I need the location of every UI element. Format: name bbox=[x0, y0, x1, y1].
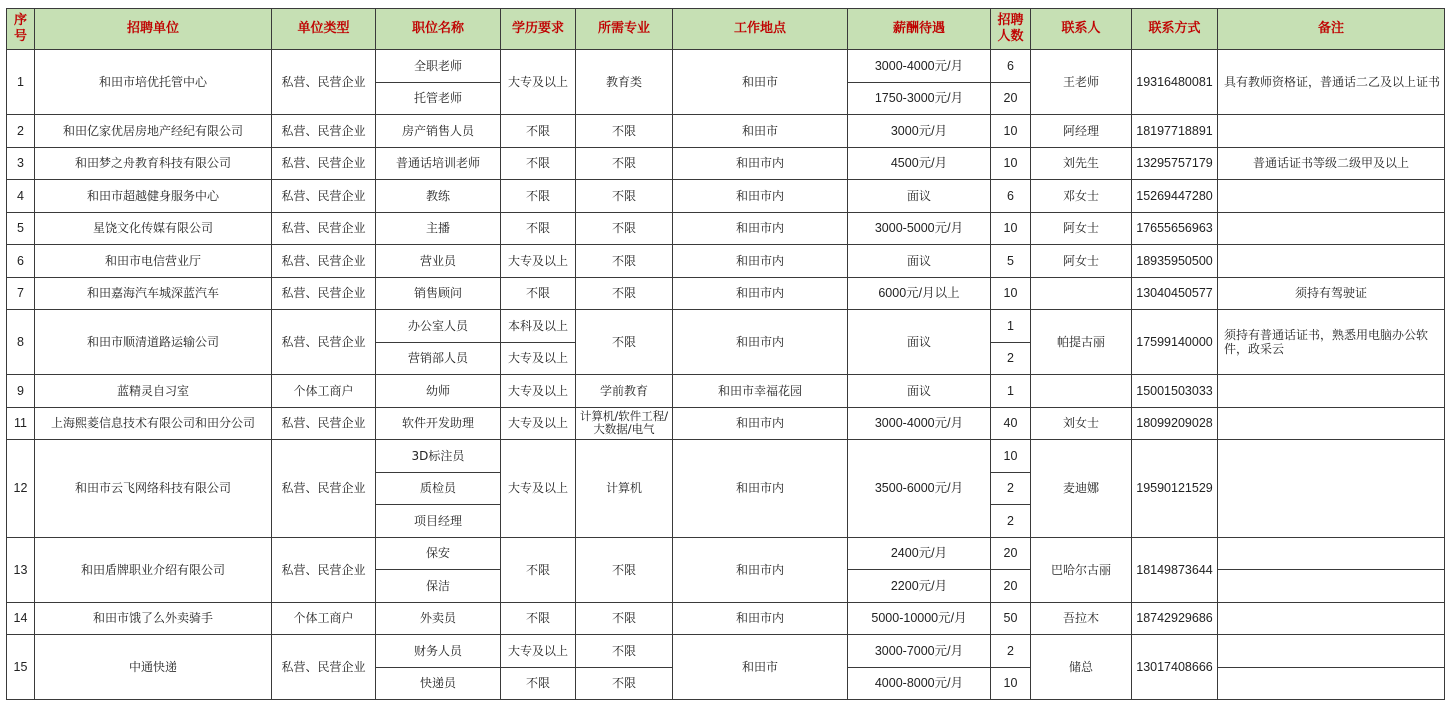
contact-person: 麦迪娜 bbox=[1031, 440, 1132, 538]
row-number: 8 bbox=[7, 310, 35, 375]
unit-name: 和田市电信营业厅 bbox=[35, 245, 272, 278]
contact-person: 刘先生 bbox=[1031, 147, 1132, 180]
location: 和田市内 bbox=[673, 537, 848, 602]
unit-name: 和田嘉海汽车城深蓝汽车 bbox=[35, 277, 272, 310]
major: 不限 bbox=[576, 602, 673, 635]
table-row bbox=[7, 440, 1445, 473]
note bbox=[1218, 440, 1445, 538]
note: 具有教师资格证，普通话二乙及以上证书 bbox=[1218, 50, 1445, 115]
note: 须持有普通话证书，熟悉用电脑办公软件，政采云 bbox=[1218, 310, 1445, 375]
unit-type: 私营、民营企业 bbox=[272, 537, 376, 602]
contact-phone: 15269447280 bbox=[1132, 180, 1218, 213]
row-number: 6 bbox=[7, 245, 35, 278]
position-name: 3D标注员 bbox=[376, 440, 501, 473]
hire-count: 6 bbox=[991, 50, 1031, 83]
salary: 面议 bbox=[848, 245, 991, 278]
unit-type: 私营、民营企业 bbox=[272, 147, 376, 180]
unit-name: 和田市云飞网络科技有限公司 bbox=[35, 440, 272, 538]
position-name: 幼师 bbox=[376, 375, 501, 408]
unit-name: 和田盾牌职业介绍有限公司 bbox=[35, 537, 272, 602]
hire-count: 2 bbox=[991, 635, 1031, 668]
salary: 4000-8000元/月 bbox=[848, 667, 991, 700]
note bbox=[1218, 407, 1445, 440]
position-name: 营业员 bbox=[376, 245, 501, 278]
major: 不限 bbox=[576, 245, 673, 278]
hire-count: 5 bbox=[991, 245, 1031, 278]
table-row bbox=[7, 212, 1445, 245]
row-number: 14 bbox=[7, 602, 35, 635]
contact-person: 帕提古丽 bbox=[1031, 310, 1132, 375]
header-count: 招聘 人数 bbox=[991, 9, 1031, 50]
position-name: 托管老师 bbox=[376, 82, 501, 115]
contact-person: 阿女士 bbox=[1031, 212, 1132, 245]
education: 大专及以上 bbox=[501, 245, 576, 278]
contact-person: 巴哈尔古丽 bbox=[1031, 537, 1132, 602]
row-number: 12 bbox=[7, 440, 35, 538]
note bbox=[1218, 115, 1445, 148]
note bbox=[1218, 667, 1445, 700]
table-row bbox=[7, 407, 1445, 440]
position-name: 房产销售人员 bbox=[376, 115, 501, 148]
table-row bbox=[7, 375, 1445, 408]
location: 和田市内 bbox=[673, 245, 848, 278]
contact-phone: 19316480081 bbox=[1132, 50, 1218, 115]
major: 不限 bbox=[576, 180, 673, 213]
note bbox=[1218, 602, 1445, 635]
unit-type: 私营、民营企业 bbox=[272, 277, 376, 310]
salary: 面议 bbox=[848, 180, 991, 213]
contact-phone: 15001503033 bbox=[1132, 375, 1218, 408]
unit-type: 个体工商户 bbox=[272, 375, 376, 408]
contact-person: 储总 bbox=[1031, 635, 1132, 700]
contact-person: 阿女士 bbox=[1031, 245, 1132, 278]
contact-person: 王老师 bbox=[1031, 50, 1132, 115]
location: 和田市内 bbox=[673, 277, 848, 310]
unit-type: 私营、民营企业 bbox=[272, 212, 376, 245]
row-number: 1 bbox=[7, 50, 35, 115]
note bbox=[1218, 375, 1445, 408]
table-row bbox=[7, 602, 1445, 635]
contact-phone: 17655656963 bbox=[1132, 212, 1218, 245]
location: 和田市 bbox=[673, 115, 848, 148]
location: 和田市内 bbox=[673, 440, 848, 538]
hire-count: 20 bbox=[991, 570, 1031, 603]
position-name: 软件开发助理 bbox=[376, 407, 501, 440]
table-row bbox=[7, 245, 1445, 278]
salary: 3500-6000元/月 bbox=[848, 440, 991, 538]
major: 教育类 bbox=[576, 50, 673, 115]
hire-count: 2 bbox=[991, 472, 1031, 505]
hire-count: 10 bbox=[991, 277, 1031, 310]
location: 和田市幸福花园 bbox=[673, 375, 848, 408]
unit-name: 和田市饿了么外卖骑手 bbox=[35, 602, 272, 635]
major: 不限 bbox=[576, 667, 673, 700]
location: 和田市 bbox=[673, 50, 848, 115]
position-name: 销售顾问 bbox=[376, 277, 501, 310]
salary: 3000-4000元/月 bbox=[848, 50, 991, 83]
salary: 4500元/月 bbox=[848, 147, 991, 180]
education: 不限 bbox=[501, 667, 576, 700]
contact-phone: 18099209028 bbox=[1132, 407, 1218, 440]
contact-person bbox=[1031, 375, 1132, 408]
hire-count: 10 bbox=[991, 115, 1031, 148]
header-seq: 序 号 bbox=[7, 9, 35, 50]
header-salary: 薪酬待遇 bbox=[848, 9, 991, 50]
education: 大专及以上 bbox=[501, 50, 576, 115]
row-number: 9 bbox=[7, 375, 35, 408]
salary: 3000元/月 bbox=[848, 115, 991, 148]
header-note: 备注 bbox=[1218, 9, 1445, 50]
row-number: 15 bbox=[7, 635, 35, 700]
note bbox=[1218, 537, 1445, 570]
note bbox=[1218, 180, 1445, 213]
salary: 3000-4000元/月 bbox=[848, 407, 991, 440]
hire-count: 1 bbox=[991, 310, 1031, 343]
salary: 5000-10000元/月 bbox=[848, 602, 991, 635]
header-row bbox=[7, 9, 1445, 50]
major: 不限 bbox=[576, 147, 673, 180]
location: 和田市内 bbox=[673, 212, 848, 245]
row-number: 4 bbox=[7, 180, 35, 213]
major: 不限 bbox=[576, 115, 673, 148]
location: 和田市内 bbox=[673, 147, 848, 180]
header-contact: 联系人 bbox=[1031, 9, 1132, 50]
contact-phone: 17599140000 bbox=[1132, 310, 1218, 375]
education: 不限 bbox=[501, 602, 576, 635]
hire-count: 10 bbox=[991, 440, 1031, 473]
position-name: 保安 bbox=[376, 537, 501, 570]
location: 和田市 bbox=[673, 635, 848, 700]
note bbox=[1218, 635, 1445, 668]
position-name: 普通话培训老师 bbox=[376, 147, 501, 180]
unit-type: 个体工商户 bbox=[272, 602, 376, 635]
location: 和田市内 bbox=[673, 310, 848, 375]
position-name: 教练 bbox=[376, 180, 501, 213]
unit-name: 和田市超越健身服务中心 bbox=[35, 180, 272, 213]
education: 大专及以上 bbox=[501, 375, 576, 408]
recruitment-table bbox=[6, 8, 1445, 700]
header-unit: 招聘单位 bbox=[35, 9, 272, 50]
table-row bbox=[7, 537, 1445, 570]
salary: 3000-5000元/月 bbox=[848, 212, 991, 245]
table-row bbox=[7, 310, 1445, 343]
note bbox=[1218, 245, 1445, 278]
contact-phone: 18742929686 bbox=[1132, 602, 1218, 635]
education: 本科及以上 bbox=[501, 310, 576, 343]
position-name: 项目经理 bbox=[376, 505, 501, 538]
position-name: 主播 bbox=[376, 212, 501, 245]
hire-count: 10 bbox=[991, 212, 1031, 245]
unit-type: 私营、民营企业 bbox=[272, 180, 376, 213]
location: 和田市内 bbox=[673, 180, 848, 213]
major: 不限 bbox=[576, 310, 673, 375]
hire-count: 50 bbox=[991, 602, 1031, 635]
hire-count: 40 bbox=[991, 407, 1031, 440]
row-number: 7 bbox=[7, 277, 35, 310]
hire-count: 1 bbox=[991, 375, 1031, 408]
note bbox=[1218, 570, 1445, 603]
contact-phone: 13040450577 bbox=[1132, 277, 1218, 310]
salary: 3000-7000元/月 bbox=[848, 635, 991, 668]
hire-count: 2 bbox=[991, 505, 1031, 538]
education: 不限 bbox=[501, 115, 576, 148]
position-name: 外卖员 bbox=[376, 602, 501, 635]
location: 和田市内 bbox=[673, 602, 848, 635]
row-number: 11 bbox=[7, 407, 35, 440]
hire-count: 20 bbox=[991, 537, 1031, 570]
table-row bbox=[7, 635, 1445, 668]
contact-phone: 19590121529 bbox=[1132, 440, 1218, 538]
contact-person: 邓女士 bbox=[1031, 180, 1132, 213]
contact-phone: 18149873644 bbox=[1132, 537, 1218, 602]
contact-person: 吾拉木 bbox=[1031, 602, 1132, 635]
education: 不限 bbox=[501, 147, 576, 180]
location: 和田市内 bbox=[673, 407, 848, 440]
major: 不限 bbox=[576, 635, 673, 668]
position-name: 快递员 bbox=[376, 667, 501, 700]
contact-person bbox=[1031, 277, 1132, 310]
education: 不限 bbox=[501, 180, 576, 213]
salary: 6000元/月以上 bbox=[848, 277, 991, 310]
major: 不限 bbox=[576, 537, 673, 602]
hire-count: 20 bbox=[991, 82, 1031, 115]
row-number: 5 bbox=[7, 212, 35, 245]
unit-type: 私营、民营企业 bbox=[272, 407, 376, 440]
header-edu: 学历要求 bbox=[501, 9, 576, 50]
header-location: 工作地点 bbox=[673, 9, 848, 50]
position-name: 办公室人员 bbox=[376, 310, 501, 343]
unit-type: 私营、民营企业 bbox=[272, 635, 376, 700]
unit-name: 星饶文化传媒有限公司 bbox=[35, 212, 272, 245]
recruitment-table-container bbox=[6, 8, 1444, 700]
salary: 面议 bbox=[848, 375, 991, 408]
note bbox=[1218, 212, 1445, 245]
note: 普通话证书等级二级甲及以上 bbox=[1218, 147, 1445, 180]
major: 不限 bbox=[576, 277, 673, 310]
education: 不限 bbox=[501, 537, 576, 602]
unit-type: 私营、民营企业 bbox=[272, 245, 376, 278]
education: 大专及以上 bbox=[501, 440, 576, 538]
position-name: 全职老师 bbox=[376, 50, 501, 83]
header-position: 职位名称 bbox=[376, 9, 501, 50]
contact-phone: 18197718891 bbox=[1132, 115, 1218, 148]
table-row bbox=[7, 147, 1445, 180]
note: 须持有驾驶证 bbox=[1218, 277, 1445, 310]
hire-count: 10 bbox=[991, 667, 1031, 700]
major: 计算机 bbox=[576, 440, 673, 538]
header-phone: 联系方式 bbox=[1132, 9, 1218, 50]
education: 不限 bbox=[501, 212, 576, 245]
contact-phone: 13295757179 bbox=[1132, 147, 1218, 180]
table-row bbox=[7, 277, 1445, 310]
unit-name: 蓝精灵自习室 bbox=[35, 375, 272, 408]
position-name: 财务人员 bbox=[376, 635, 501, 668]
table-row bbox=[7, 180, 1445, 213]
row-number: 3 bbox=[7, 147, 35, 180]
unit-type: 私营、民营企业 bbox=[272, 440, 376, 538]
salary: 2200元/月 bbox=[848, 570, 991, 603]
unit-name: 和田亿家优居房地产经纪有限公司 bbox=[35, 115, 272, 148]
major: 学前教育 bbox=[576, 375, 673, 408]
contact-phone: 13017408666 bbox=[1132, 635, 1218, 700]
unit-name: 中通快递 bbox=[35, 635, 272, 700]
contact-person: 刘女士 bbox=[1031, 407, 1132, 440]
position-name: 营销部人员 bbox=[376, 342, 501, 375]
unit-type: 私营、民营企业 bbox=[272, 310, 376, 375]
position-name: 保洁 bbox=[376, 570, 501, 603]
salary: 面议 bbox=[848, 310, 991, 375]
contact-phone: 18935950500 bbox=[1132, 245, 1218, 278]
education: 不限 bbox=[501, 277, 576, 310]
salary: 2400元/月 bbox=[848, 537, 991, 570]
row-number: 2 bbox=[7, 115, 35, 148]
header-major: 所需专业 bbox=[576, 9, 673, 50]
unit-name: 上海熙菱信息技术有限公司和田分公司 bbox=[35, 407, 272, 440]
unit-type: 私营、民营企业 bbox=[272, 115, 376, 148]
header-type: 单位类型 bbox=[272, 9, 376, 50]
hire-count: 6 bbox=[991, 180, 1031, 213]
contact-person: 阿经理 bbox=[1031, 115, 1132, 148]
table-row bbox=[7, 50, 1445, 83]
position-name: 质检员 bbox=[376, 472, 501, 505]
hire-count: 2 bbox=[991, 342, 1031, 375]
major: 不限 bbox=[576, 212, 673, 245]
education: 大专及以上 bbox=[501, 407, 576, 440]
education: 大专及以上 bbox=[501, 342, 576, 375]
table-row bbox=[7, 115, 1445, 148]
salary: 1750-3000元/月 bbox=[848, 82, 991, 115]
row-number: 13 bbox=[7, 537, 35, 602]
unit-name: 和田梦之舟教育科技有限公司 bbox=[35, 147, 272, 180]
major: 计算机/软件工程/大数据/电气 bbox=[576, 407, 673, 440]
unit-type: 私营、民营企业 bbox=[272, 50, 376, 115]
unit-name: 和田市顺清道路运输公司 bbox=[35, 310, 272, 375]
education: 大专及以上 bbox=[501, 635, 576, 668]
unit-name: 和田市培优托管中心 bbox=[35, 50, 272, 115]
hire-count: 10 bbox=[991, 147, 1031, 180]
